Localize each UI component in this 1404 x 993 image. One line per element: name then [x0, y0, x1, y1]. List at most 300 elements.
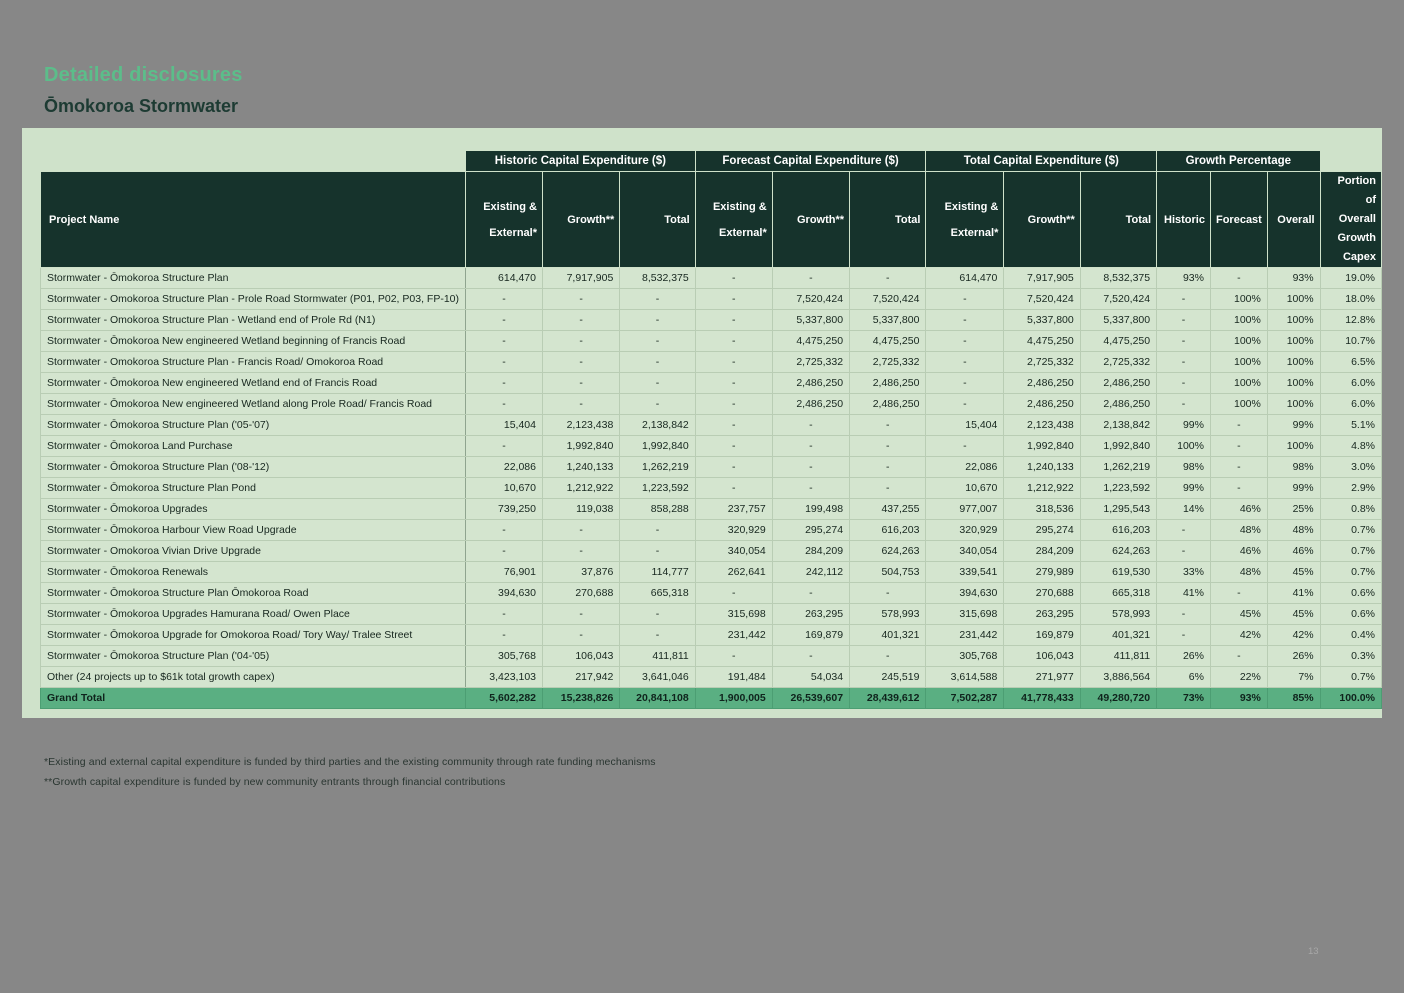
- value-cell: 2,486,250: [1004, 373, 1080, 394]
- value-cell: -: [850, 436, 926, 457]
- value-cell: -: [620, 331, 695, 352]
- project-name-cell: Stormwater - Ōmokoroa Structure Plan ('05-'07): [41, 415, 466, 436]
- column-header-total-existing-external: Existing & External*: [926, 172, 1004, 268]
- value-cell: -: [466, 625, 543, 646]
- value-cell: 4.8%: [1320, 436, 1381, 457]
- value-cell: -: [466, 604, 543, 625]
- value-cell: 15,404: [926, 415, 1004, 436]
- value-cell: 315,698: [926, 604, 1004, 625]
- value-cell: 624,263: [1080, 541, 1156, 562]
- value-cell: 616,203: [1080, 520, 1156, 541]
- column-header-portion-of-growth-capex: Portion of Overall Growth Capex: [1320, 172, 1381, 268]
- value-cell: 1,992,840: [1080, 436, 1156, 457]
- value-cell: 6%: [1157, 667, 1211, 688]
- value-cell: 5,337,800: [772, 310, 849, 331]
- table-row: [41, 310, 1382, 331]
- value-cell: -: [695, 478, 772, 499]
- value-cell: -: [466, 394, 543, 415]
- value-cell: 6.5%: [1320, 352, 1381, 373]
- project-name-cell: Stormwater - Omokoroa Structure Plan - Francis Road/ Omokoroa Road: [41, 352, 466, 373]
- value-cell: 100%: [1267, 289, 1320, 310]
- value-cell: 100%: [1267, 352, 1320, 373]
- value-cell: 10,670: [926, 478, 1004, 499]
- value-cell: 305,768: [466, 646, 543, 667]
- project-name-cell: Stormwater - Omokoroa Structure Plan - Wetland end of Prole Rd (N1): [41, 310, 466, 331]
- value-cell: 320,929: [926, 520, 1004, 541]
- value-cell: 411,811: [620, 646, 695, 667]
- value-cell: -: [695, 352, 772, 373]
- value-cell: 245,519: [850, 667, 926, 688]
- table-row: [41, 520, 1382, 541]
- value-cell: 15,404: [466, 415, 543, 436]
- value-cell: 2,486,250: [850, 373, 926, 394]
- value-cell: 7,917,905: [1004, 268, 1080, 289]
- page-title: Detailed disclosures: [44, 64, 243, 86]
- value-cell: 76,901: [466, 562, 543, 583]
- value-cell: -: [850, 478, 926, 499]
- value-cell: 5.1%: [1320, 415, 1381, 436]
- table-row: [41, 415, 1382, 436]
- value-cell: 1,240,133: [1004, 457, 1080, 478]
- value-cell: -: [695, 394, 772, 415]
- value-cell: 45%: [1267, 604, 1320, 625]
- group-header-spacer: [41, 151, 466, 172]
- group-header-row: [41, 151, 1382, 172]
- value-cell: 19.0%: [1320, 268, 1381, 289]
- value-cell: 2,486,250: [1004, 394, 1080, 415]
- value-cell: -: [1157, 625, 1211, 646]
- value-cell: 100%: [1210, 352, 1267, 373]
- column-header-project-name: Project Name: [41, 172, 466, 268]
- value-cell: -: [1157, 331, 1211, 352]
- value-cell: -: [1210, 436, 1267, 457]
- value-cell: -: [543, 373, 620, 394]
- value-cell: 100%: [1210, 373, 1267, 394]
- value-cell: 614,470: [466, 268, 543, 289]
- value-cell: -: [620, 604, 695, 625]
- value-cell: -: [926, 352, 1004, 373]
- value-cell: 2.9%: [1320, 478, 1381, 499]
- value-cell: 100%: [1210, 331, 1267, 352]
- project-name-cell: Stormwater - Ōmokoroa Upgrades Hamurana Road/ Owen Place: [41, 604, 466, 625]
- value-cell: -: [620, 394, 695, 415]
- value-cell: -: [1210, 646, 1267, 667]
- value-cell: 119,038: [543, 499, 620, 520]
- value-cell: 99%: [1157, 415, 1211, 436]
- value-cell: 270,688: [543, 583, 620, 604]
- value-cell: 114,777: [620, 562, 695, 583]
- value-cell: 279,989: [1004, 562, 1080, 583]
- value-cell: 271,977: [1004, 667, 1080, 688]
- value-cell: -: [850, 583, 926, 604]
- value-cell: -: [772, 415, 849, 436]
- value-cell: 33%: [1157, 562, 1211, 583]
- value-cell: 45%: [1267, 562, 1320, 583]
- value-cell: 340,054: [926, 541, 1004, 562]
- value-cell: -: [543, 541, 620, 562]
- value-cell: -: [1157, 310, 1211, 331]
- value-cell: -: [543, 352, 620, 373]
- capex-table: [40, 150, 1382, 709]
- project-name-cell: Stormwater - Omokoroa Structure Plan - Prole Road Stormwater (P01, P02, P03, FP-10): [41, 289, 466, 310]
- column-header-historic-existing-external: Existing & External*: [466, 172, 543, 268]
- value-cell: 49,280,720: [1080, 688, 1156, 709]
- value-cell: -: [543, 520, 620, 541]
- value-cell: 100%: [1267, 436, 1320, 457]
- table-row: [41, 331, 1382, 352]
- group-header-forecast: Forecast Capital Expenditure ($): [695, 151, 926, 172]
- value-cell: 7%: [1267, 667, 1320, 688]
- value-cell: -: [466, 541, 543, 562]
- value-cell: -: [850, 457, 926, 478]
- value-cell: -: [543, 331, 620, 352]
- value-cell: 7,520,424: [850, 289, 926, 310]
- grand-total-row: [41, 688, 1382, 709]
- project-name-cell: Stormwater - Ōmokoroa Renewals: [41, 562, 466, 583]
- value-cell: -: [620, 352, 695, 373]
- table-row: [41, 562, 1382, 583]
- value-cell: 3.0%: [1320, 457, 1381, 478]
- value-cell: 504,753: [850, 562, 926, 583]
- value-cell: 12.8%: [1320, 310, 1381, 331]
- group-header-spacer: [1320, 151, 1381, 172]
- value-cell: 100%: [1267, 310, 1320, 331]
- value-cell: 270,688: [1004, 583, 1080, 604]
- value-cell: -: [543, 289, 620, 310]
- value-cell: 320,929: [695, 520, 772, 541]
- value-cell: 2,138,842: [620, 415, 695, 436]
- value-cell: 305,768: [926, 646, 1004, 667]
- value-cell: 98%: [1267, 457, 1320, 478]
- group-header-historic: Historic Capital Expenditure ($): [466, 151, 696, 172]
- value-cell: -: [1210, 268, 1267, 289]
- value-cell: 41%: [1157, 583, 1211, 604]
- value-cell: -: [1157, 394, 1211, 415]
- value-cell: 106,043: [543, 646, 620, 667]
- value-cell: 411,811: [1080, 646, 1156, 667]
- value-cell: 1,992,840: [620, 436, 695, 457]
- value-cell: 1,240,133: [543, 457, 620, 478]
- value-cell: 2,725,332: [850, 352, 926, 373]
- value-cell: -: [1210, 583, 1267, 604]
- value-cell: 22%: [1210, 667, 1267, 688]
- project-name-cell: Stormwater - Ōmokoroa Harbour View Road Upgrade: [41, 520, 466, 541]
- value-cell: 1,900,005: [695, 688, 772, 709]
- value-cell: 54,034: [772, 667, 849, 688]
- value-cell: 739,250: [466, 499, 543, 520]
- value-cell: -: [620, 373, 695, 394]
- value-cell: 7,520,424: [1080, 289, 1156, 310]
- value-cell: 2,123,438: [543, 415, 620, 436]
- group-header-total: Total Capital Expenditure ($): [926, 151, 1157, 172]
- value-cell: 231,442: [926, 625, 1004, 646]
- table-row: [41, 394, 1382, 415]
- project-name-cell: Other (24 projects up to $61k total growth capex): [41, 667, 466, 688]
- value-cell: 5,337,800: [1004, 310, 1080, 331]
- value-cell: -: [466, 520, 543, 541]
- value-cell: -: [1157, 541, 1211, 562]
- value-cell: 8,532,375: [620, 268, 695, 289]
- value-cell: 93%: [1210, 688, 1267, 709]
- column-header-historic-growth: Growth**: [543, 172, 620, 268]
- value-cell: -: [1210, 415, 1267, 436]
- value-cell: 284,209: [1004, 541, 1080, 562]
- value-cell: 46%: [1210, 541, 1267, 562]
- value-cell: -: [695, 373, 772, 394]
- value-cell: 394,630: [926, 583, 1004, 604]
- value-cell: -: [1157, 373, 1211, 394]
- value-cell: 169,879: [772, 625, 849, 646]
- value-cell: 26%: [1157, 646, 1211, 667]
- value-cell: 858,288: [620, 499, 695, 520]
- value-cell: -: [466, 289, 543, 310]
- value-cell: 26,539,607: [772, 688, 849, 709]
- value-cell: 22,086: [926, 457, 1004, 478]
- value-cell: 340,054: [695, 541, 772, 562]
- value-cell: 263,295: [1004, 604, 1080, 625]
- value-cell: -: [1210, 478, 1267, 499]
- column-header-row: [41, 172, 1382, 268]
- project-name-cell: Stormwater - Ōmokoroa Structure Plan Ōmokoroa Road: [41, 583, 466, 604]
- value-cell: 217,942: [543, 667, 620, 688]
- value-cell: 401,321: [1080, 625, 1156, 646]
- value-cell: 295,274: [772, 520, 849, 541]
- value-cell: 2,725,332: [1080, 352, 1156, 373]
- value-cell: -: [772, 457, 849, 478]
- value-cell: 20,841,108: [620, 688, 695, 709]
- value-cell: 46%: [1210, 499, 1267, 520]
- table-row: [41, 583, 1382, 604]
- value-cell: -: [772, 478, 849, 499]
- value-cell: -: [695, 415, 772, 436]
- value-cell: -: [543, 310, 620, 331]
- value-cell: -: [466, 310, 543, 331]
- table-row: [41, 478, 1382, 499]
- value-cell: 262,641: [695, 562, 772, 583]
- value-cell: 199,498: [772, 499, 849, 520]
- value-cell: -: [926, 373, 1004, 394]
- value-cell: 106,043: [1004, 646, 1080, 667]
- value-cell: -: [695, 310, 772, 331]
- table-row: [41, 604, 1382, 625]
- value-cell: 1,223,592: [620, 478, 695, 499]
- value-cell: -: [695, 331, 772, 352]
- value-cell: -: [1157, 604, 1211, 625]
- value-cell: 665,318: [620, 583, 695, 604]
- value-cell: -: [466, 436, 543, 457]
- value-cell: 100%: [1210, 310, 1267, 331]
- value-cell: 578,993: [850, 604, 926, 625]
- page-subtitle: Ōmokoroa Stormwater: [44, 96, 239, 116]
- column-header-forecast-total: Total: [850, 172, 926, 268]
- value-cell: 578,993: [1080, 604, 1156, 625]
- value-cell: 7,520,424: [1004, 289, 1080, 310]
- value-cell: 7,917,905: [543, 268, 620, 289]
- value-cell: 1,212,922: [1004, 478, 1080, 499]
- value-cell: 237,757: [695, 499, 772, 520]
- value-cell: -: [695, 436, 772, 457]
- value-cell: 0.7%: [1320, 562, 1381, 583]
- value-cell: 37,876: [543, 562, 620, 583]
- value-cell: 100%: [1267, 373, 1320, 394]
- project-name-cell: Stormwater - Ōmokoroa Structure Plan ('04-'05): [41, 646, 466, 667]
- value-cell: 7,520,424: [772, 289, 849, 310]
- value-cell: 73%: [1157, 688, 1211, 709]
- group-header-growth-percentage: Growth Percentage: [1157, 151, 1320, 172]
- value-cell: -: [543, 394, 620, 415]
- value-cell: 1,295,543: [1080, 499, 1156, 520]
- value-cell: -: [1157, 352, 1211, 373]
- value-cell: 315,698: [695, 604, 772, 625]
- value-cell: -: [620, 520, 695, 541]
- project-name-cell: Grand Total: [41, 688, 466, 709]
- table-row: [41, 289, 1382, 310]
- value-cell: 99%: [1267, 415, 1320, 436]
- value-cell: 339,541: [926, 562, 1004, 583]
- table-panel: [22, 128, 1382, 718]
- value-cell: 15,238,826: [543, 688, 620, 709]
- value-cell: -: [466, 331, 543, 352]
- value-cell: -: [772, 268, 849, 289]
- value-cell: 26%: [1267, 646, 1320, 667]
- value-cell: -: [772, 646, 849, 667]
- value-cell: 93%: [1267, 268, 1320, 289]
- value-cell: 5,337,800: [1080, 310, 1156, 331]
- value-cell: -: [772, 583, 849, 604]
- value-cell: -: [466, 373, 543, 394]
- value-cell: 28,439,612: [850, 688, 926, 709]
- project-name-cell: Stormwater - Ōmokoroa Upgrade for Omokoroa Road/ Tory Way/ Tralee Street: [41, 625, 466, 646]
- value-cell: 8,532,375: [1080, 268, 1156, 289]
- value-cell: 437,255: [850, 499, 926, 520]
- value-cell: -: [620, 625, 695, 646]
- project-name-cell: Stormwater - Ōmokoroa New engineered Wetland along Prole Road/ Francis Road: [41, 394, 466, 415]
- project-name-cell: Stormwater - Ōmokoroa New engineered Wetland beginning of Francis Road: [41, 331, 466, 352]
- value-cell: 0.4%: [1320, 625, 1381, 646]
- value-cell: 3,423,103: [466, 667, 543, 688]
- value-cell: 4,475,250: [1004, 331, 1080, 352]
- value-cell: 18.0%: [1320, 289, 1381, 310]
- value-cell: 25%: [1267, 499, 1320, 520]
- value-cell: 619,530: [1080, 562, 1156, 583]
- value-cell: -: [543, 625, 620, 646]
- value-cell: -: [926, 394, 1004, 415]
- value-cell: 42%: [1267, 625, 1320, 646]
- value-cell: -: [695, 457, 772, 478]
- table-row: [41, 646, 1382, 667]
- value-cell: 0.7%: [1320, 520, 1381, 541]
- value-cell: 100%: [1210, 394, 1267, 415]
- value-cell: 3,641,046: [620, 667, 695, 688]
- value-cell: -: [1157, 520, 1211, 541]
- value-cell: 0.7%: [1320, 541, 1381, 562]
- value-cell: 0.8%: [1320, 499, 1381, 520]
- value-cell: 100%: [1157, 436, 1211, 457]
- value-cell: 100%: [1267, 331, 1320, 352]
- table-row: [41, 457, 1382, 478]
- value-cell: 169,879: [1004, 625, 1080, 646]
- value-cell: -: [926, 310, 1004, 331]
- value-cell: 0.6%: [1320, 604, 1381, 625]
- table-body: [41, 268, 1382, 709]
- value-cell: -: [926, 331, 1004, 352]
- value-cell: 2,486,250: [850, 394, 926, 415]
- column-header-percentage-historic: Historic: [1157, 172, 1211, 268]
- value-cell: 295,274: [1004, 520, 1080, 541]
- value-cell: 41%: [1267, 583, 1320, 604]
- project-name-cell: Stormwater - Ōmokoroa New engineered Wetland end of Francis Road: [41, 373, 466, 394]
- value-cell: 0.7%: [1320, 667, 1381, 688]
- column-header-historic-total: Total: [620, 172, 695, 268]
- value-cell: 4,475,250: [772, 331, 849, 352]
- value-cell: 394,630: [466, 583, 543, 604]
- value-cell: 3,614,588: [926, 667, 1004, 688]
- value-cell: -: [926, 436, 1004, 457]
- value-cell: 401,321: [850, 625, 926, 646]
- value-cell: 2,486,250: [772, 394, 849, 415]
- value-cell: 99%: [1267, 478, 1320, 499]
- value-cell: -: [466, 352, 543, 373]
- value-cell: 22,086: [466, 457, 543, 478]
- value-cell: -: [1210, 457, 1267, 478]
- value-cell: 242,112: [772, 562, 849, 583]
- value-cell: 93%: [1157, 268, 1211, 289]
- value-cell: -: [850, 268, 926, 289]
- value-cell: 10,670: [466, 478, 543, 499]
- value-cell: 5,602,282: [466, 688, 543, 709]
- value-cell: 1,223,592: [1080, 478, 1156, 499]
- value-cell: 48%: [1267, 520, 1320, 541]
- project-name-cell: Stormwater - Ōmokoroa Upgrades: [41, 499, 466, 520]
- value-cell: 1,262,219: [620, 457, 695, 478]
- table-row: [41, 352, 1382, 373]
- value-cell: 263,295: [772, 604, 849, 625]
- table-row: [41, 436, 1382, 457]
- value-cell: 614,470: [926, 268, 1004, 289]
- value-cell: 2,486,250: [772, 373, 849, 394]
- table-row: [41, 541, 1382, 562]
- project-name-cell: Stormwater - Ōmokoroa Structure Plan: [41, 268, 466, 289]
- column-header-forecast-existing-external: Existing & External*: [695, 172, 772, 268]
- value-cell: 616,203: [850, 520, 926, 541]
- value-cell: 2,725,332: [772, 352, 849, 373]
- value-cell: -: [695, 289, 772, 310]
- project-name-cell: Stormwater - Ōmokoroa Structure Plan ('08-'12): [41, 457, 466, 478]
- table-row: [41, 268, 1382, 289]
- value-cell: 46%: [1267, 541, 1320, 562]
- page-number: 13: [1308, 946, 1319, 957]
- table-row: [41, 499, 1382, 520]
- project-name-cell: Stormwater - Ōmokoroa Structure Plan Pond: [41, 478, 466, 499]
- value-cell: -: [1157, 289, 1211, 310]
- value-cell: 100%: [1210, 289, 1267, 310]
- column-header-percentage-overall: Overall: [1267, 172, 1320, 268]
- value-cell: 3,886,564: [1080, 667, 1156, 688]
- value-cell: 1,992,840: [543, 436, 620, 457]
- column-header-total-growth: Growth**: [1004, 172, 1080, 268]
- footnote-existing-external: *Existing and external capital expenditure is funded by third parties and the existing community through rate funding mechanisms: [44, 756, 656, 768]
- value-cell: 2,486,250: [1080, 394, 1156, 415]
- value-cell: 624,263: [850, 541, 926, 562]
- value-cell: 14%: [1157, 499, 1211, 520]
- value-cell: 42%: [1210, 625, 1267, 646]
- value-cell: 2,138,842: [1080, 415, 1156, 436]
- value-cell: -: [926, 289, 1004, 310]
- project-name-cell: Stormwater - Ōmokoroa Land Purchase: [41, 436, 466, 457]
- value-cell: 0.6%: [1320, 583, 1381, 604]
- value-cell: 5,337,800: [850, 310, 926, 331]
- table-row: [41, 625, 1382, 646]
